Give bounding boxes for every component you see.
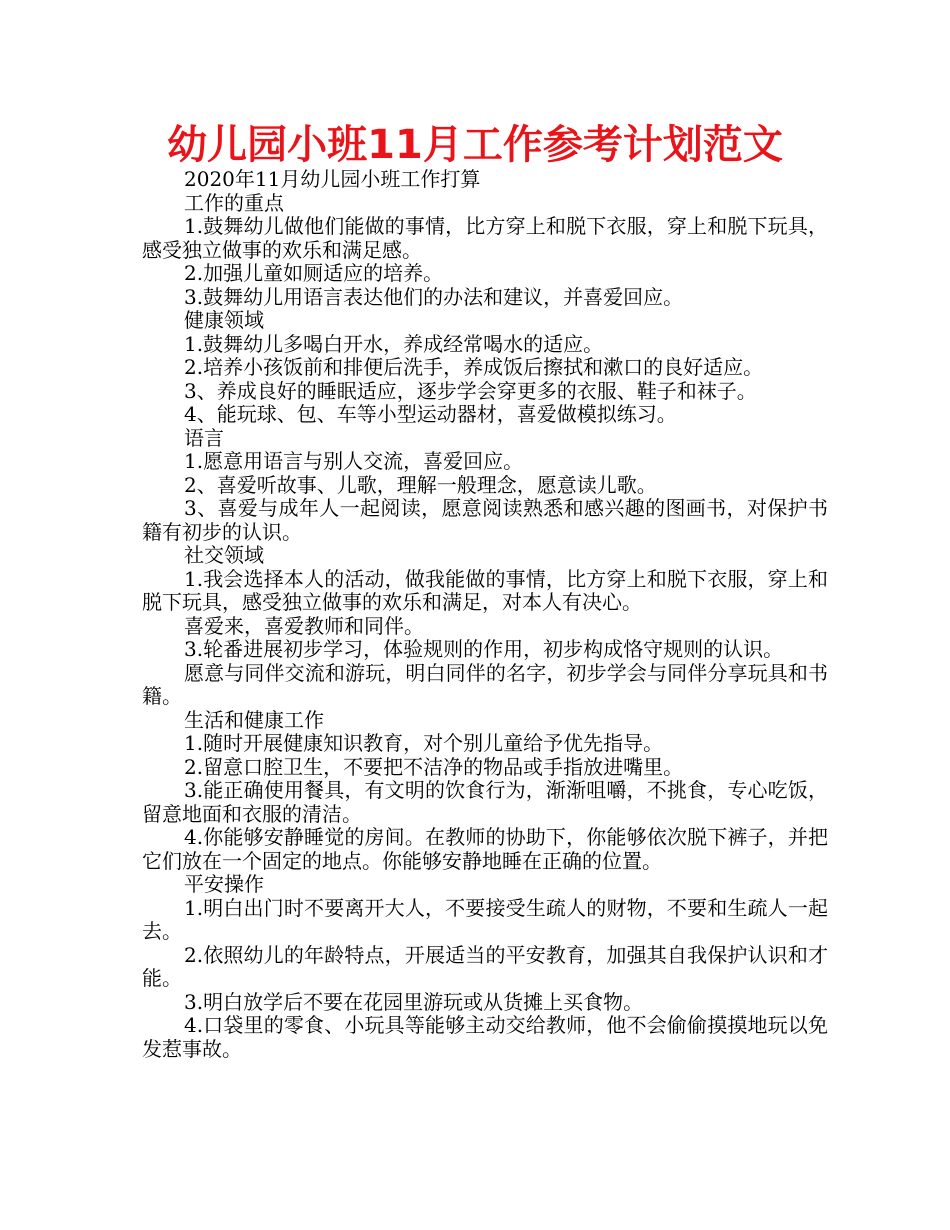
paragraph: 2.留意口腔卫生，不要把不洁净的物品或手指放进嘴里。 [184,754,684,779]
paragraph: 4.你能够安静睡觉的房间。在教师的协助下，你能够依次脱下裤子，并把它们放在一个固定的地点。你能够安静地睡在正确的位置。 [142,825,828,873]
paragraph: 1.鼓舞幼儿做他们能做的事情，比方穿上和脱下衣服，穿上和脱下玩具，感受独立做事的欢乐和满足感。 [142,214,828,262]
paragraph: 2.加强儿童如厕适应的培养。 [184,261,444,285]
paragraph: 愿意与同伴交流和游玩，明白同伴的名字，初步学会与同伴分享玩具和书籍。 [142,660,828,708]
section-heading-social: 社交领域 [184,543,264,567]
section-heading-life-health: 生活和健康工作 [184,707,324,732]
paragraph: 3、喜爱与成年人一起阅读，愿意阅读熟悉和感兴趣的图画书，对保护书籍有初步的认识。 [142,496,828,544]
paragraph: 3.明白放学后不要在花园里游玩或从货摊上买食物。 [184,989,644,1014]
paragraph: 1.明白出门时不要离开大人，不要接受生疏人的财物，不要和生疏人一起去。 [142,895,828,943]
document-title: 幼儿园小班11月工作参考计划范文 [167,122,783,168]
paragraph: 2.依照幼儿的年龄特点，开展适当的平安教育，加强其自我保护认识和才能。 [142,942,828,990]
paragraph: 1.愿意用语言与别人交流，喜爱回应。 [184,449,524,473]
paragraph: 3.轮番进展初步学习，体验规则的作用，初步构成恪守规则的认识。 [184,637,784,661]
paragraph-plan-heading: 2020年11月幼儿园小班工作打算 [184,167,481,191]
section-heading-focus: 工作的重点 [184,190,284,215]
paragraph: 1.鼓舞幼儿多喝白开水，养成经常喝水的适应。 [184,331,604,356]
paragraph: 1.我会选择本人的活动，做我能做的事情，比方穿上和脱下衣服，穿上和脱下玩具，感受独立做事的欢乐和满足，对本人有决心。 [142,566,828,614]
paragraph: 3.能正确使用餐具，有文明的饮食行为，渐渐咀嚼，不挑食，专心吃饭，留意地面和衣服的清洁。 [142,778,828,826]
paragraph: 2.培养小孩饭前和排便后洗手，养成饭后擦拭和漱口的良好适应。 [184,355,764,379]
paragraph: 3.鼓舞幼儿用语言表达他们的办法和建议，并喜爱回应。 [184,284,684,309]
document-body [142,168,828,1061]
paragraph: 3、养成良好的睡眠适应，逐步学会穿更多的衣服、鞋子和袜子。 [184,378,757,403]
paragraph: 喜爱来，喜爱教师和同伴。 [184,613,424,638]
paragraph: 4、能玩球、包、车等小型运动器材，喜爱做模拟练习。 [184,402,677,426]
section-heading-safety: 平安操作 [184,872,264,896]
section-heading-health: 健康领域 [184,308,264,332]
section-heading-language: 语言 [184,425,224,450]
paragraph: 1.随时开展健康知识教育，对个别儿童给予优先指导。 [184,731,664,755]
paragraph: 2、喜爱听故事、儿歌，理解一般理念，愿意读儿歌。 [184,472,657,497]
paragraph: 4.口袋里的零食、小玩具等能够主动交给教师，他不会偷偷摸摸地玩以免发惹事故。 [142,1013,828,1061]
